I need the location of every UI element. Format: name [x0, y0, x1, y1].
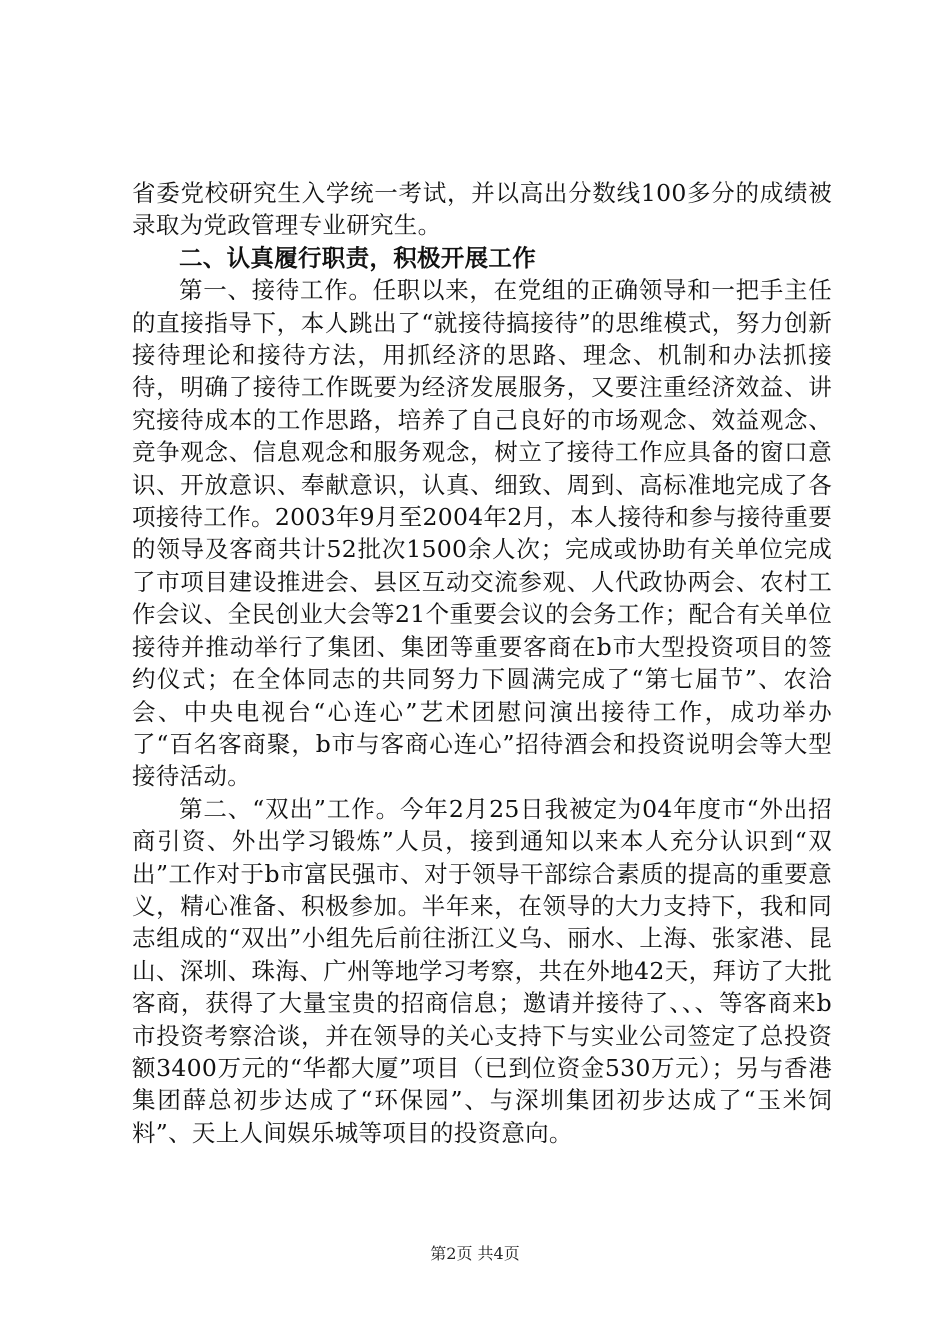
- document-body: [132, 177, 832, 1149]
- paragraph-continued: 省委党校研究生入学统一考试，并以高出分数线100多分的成绩被录取为党政管理专业研究生。: [132, 179, 832, 240]
- page-indicator: 第2页 共4页: [430, 1244, 520, 1263]
- paragraph-reception-work: 第一、接待工作。任职以来，在党组的正确领导和一把手主任的直接指导下，本人跳出了“就接待搞接待”的思维模式，努力创新接待理论和接待方法，用抓经济的思路、理念、机制和办法抓接待，明确了接待工作既要为经济发展服务，又要注重经济效益、讲究接待成本的工作思路，培养了自己良好的市场观念、效益观念、竞争观念、信息观念和服务观念，树立了接待工作应具备的窗口意识、开放意识、奉献意识，认真、细致、周到、高标准地完成了各项接待工作。2003年9月至2004年2月，本人接待和参与接待重要的领导及客商共计52批次1500余人次；完成或协助有关单位完成了市项目建设推进会、县区互动交流参观、人代政协两会、农村工作会议、全民创业大会等21个重要会议的会务工作；配合有关单位接待并推动举行了集团、集团等重要客商在b市大型投资项目的签约仪式；在全体同志的共同努力下圆满完成了“第七届节”、农洽会、中央电视台“心连心”艺术团慰问演出接待工作，成功举办了“百名客商聚，b市与客商心连心”招待酒会和投资说明会等大型接待活动。: [132, 276, 832, 791]
- section-heading: 二、认真履行职责，积极开展工作: [179, 243, 536, 272]
- page-footer: [0, 1243, 950, 1265]
- paragraph-double-out-work: 第二、“双出”工作。今年2月25日我被定为04年度市“外出招商引资、外出学习锻炼”人员，接到通知以来本人充分认识到“双出”工作对于b市富民强市、对于领导干部综合素质的提高的重要意义，精心准备、积极参加。半年来，在领导的大力支持下，我和同志组成的“双出”小组先后前往浙江义乌、丽水、上海、张家港、昆山、深圳、珠海、广州等地学习考察，共在外地42天，拜访了大批客商，获得了大量宝贵的招商信息；邀请并接待了、、、等客商来b市投资考察洽谈，并在领导的关心支持下与实业公司签定了总投资额3400万元的“华都大厦”项目（已到位资金530万元）；另与香港集团薛总初步达成了“环保园”、与深圳集团初步达成了“玉米饲料”、天上人间娱乐城等项目的投资意向。: [132, 794, 832, 1147]
